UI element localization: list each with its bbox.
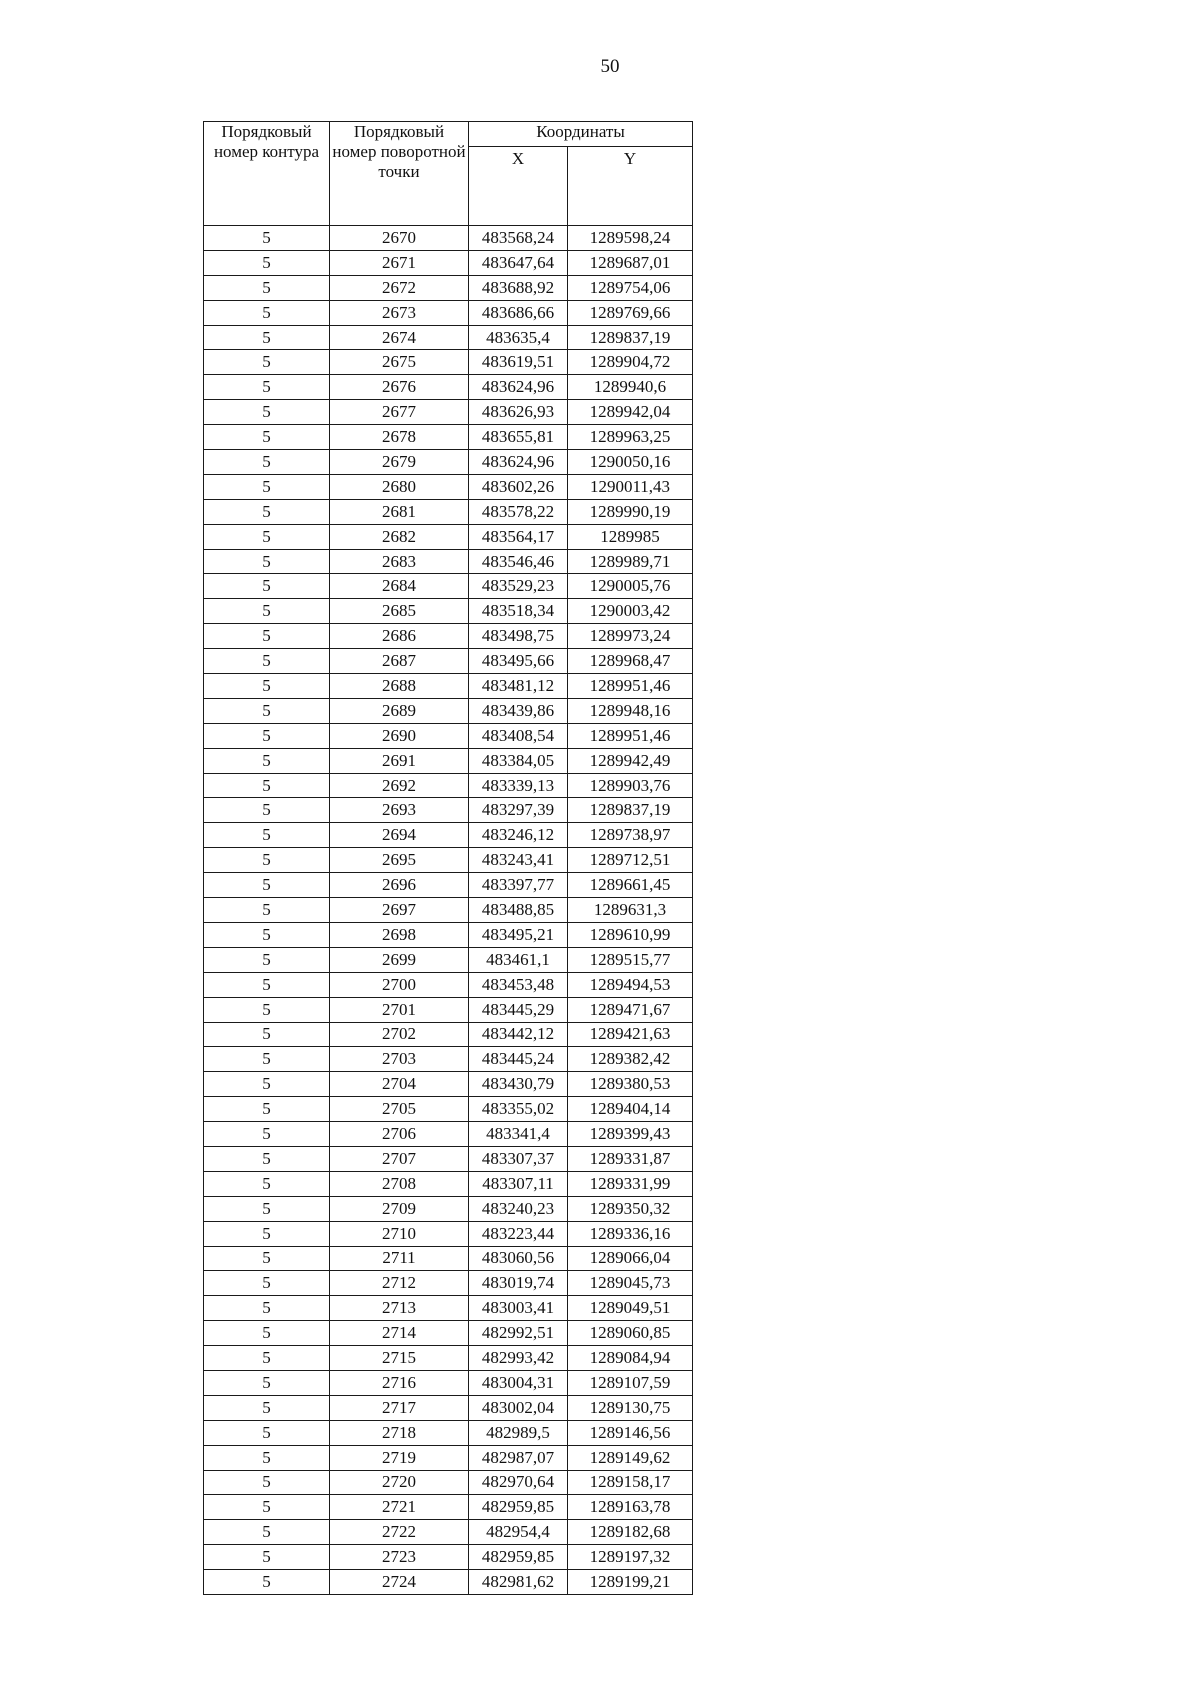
- cell-y: 1289182,68: [568, 1520, 693, 1545]
- cell-point-number: 2706: [330, 1122, 469, 1147]
- cell-y: 1289712,51: [568, 848, 693, 873]
- cell-contour-number: 5: [204, 1570, 330, 1595]
- cell-contour-number: 5: [204, 1196, 330, 1221]
- cell-x: 483624,96: [469, 375, 568, 400]
- table-row: [204, 1570, 693, 1595]
- cell-y: 1289146,56: [568, 1420, 693, 1445]
- cell-contour-number: 5: [204, 375, 330, 400]
- cell-y: 1289404,14: [568, 1097, 693, 1122]
- cell-y: 1289985: [568, 524, 693, 549]
- cell-x: 483445,24: [469, 1047, 568, 1072]
- header-coordinates: Координаты: [469, 122, 693, 147]
- cell-contour-number: 5: [204, 425, 330, 450]
- cell-y: 1289951,46: [568, 723, 693, 748]
- cell-contour-number: 5: [204, 1520, 330, 1545]
- cell-contour-number: 5: [204, 1271, 330, 1296]
- table-row: [204, 1545, 693, 1570]
- cell-y: 1289494,53: [568, 972, 693, 997]
- cell-y: 1289903,76: [568, 773, 693, 798]
- cell-contour-number: 5: [204, 1072, 330, 1097]
- cell-contour-number: 5: [204, 1495, 330, 1520]
- cell-y: 1289163,78: [568, 1495, 693, 1520]
- table-row: [204, 773, 693, 798]
- cell-contour-number: 5: [204, 748, 330, 773]
- cell-point-number: 2685: [330, 599, 469, 624]
- cell-x: 483307,11: [469, 1171, 568, 1196]
- table-row: [204, 723, 693, 748]
- cell-contour-number: 5: [204, 1246, 330, 1271]
- table-row: [204, 1470, 693, 1495]
- table-row: [204, 549, 693, 574]
- cell-x: 483339,13: [469, 773, 568, 798]
- table-row: [204, 947, 693, 972]
- cell-contour-number: 5: [204, 1420, 330, 1445]
- table-row: [204, 1246, 693, 1271]
- cell-point-number: 2675: [330, 350, 469, 375]
- table-row: [204, 649, 693, 674]
- cell-point-number: 2717: [330, 1395, 469, 1420]
- table-row: [204, 375, 693, 400]
- cell-x: 483488,85: [469, 898, 568, 923]
- table-row: [204, 1395, 693, 1420]
- cell-y: 1290005,76: [568, 574, 693, 599]
- cell-contour-number: 5: [204, 325, 330, 350]
- cell-point-number: 2692: [330, 773, 469, 798]
- table-row: [204, 1022, 693, 1047]
- cell-x: 483223,44: [469, 1221, 568, 1246]
- table-row: [204, 972, 693, 997]
- table-row: [204, 1445, 693, 1470]
- table-row: [204, 300, 693, 325]
- coordinates-table: [203, 121, 693, 1595]
- cell-point-number: 2715: [330, 1346, 469, 1371]
- cell-contour-number: 5: [204, 1346, 330, 1371]
- cell-point-number: 2683: [330, 549, 469, 574]
- table-row: [204, 1495, 693, 1520]
- cell-point-number: 2708: [330, 1171, 469, 1196]
- cell-y: 1289158,17: [568, 1470, 693, 1495]
- cell-y: 1290050,16: [568, 450, 693, 475]
- table-row: [204, 1221, 693, 1246]
- cell-contour-number: 5: [204, 798, 330, 823]
- cell-y: 1289631,3: [568, 898, 693, 923]
- cell-x: 482981,62: [469, 1570, 568, 1595]
- table-row: [204, 873, 693, 898]
- cell-point-number: 2670: [330, 226, 469, 251]
- cell-point-number: 2718: [330, 1420, 469, 1445]
- table-row: [204, 1420, 693, 1445]
- cell-point-number: 2724: [330, 1570, 469, 1595]
- cell-x: 483647,64: [469, 250, 568, 275]
- cell-point-number: 2673: [330, 300, 469, 325]
- table-row: [204, 1146, 693, 1171]
- cell-y: 1289837,19: [568, 325, 693, 350]
- cell-point-number: 2701: [330, 997, 469, 1022]
- cell-y: 1289963,25: [568, 425, 693, 450]
- cell-y: 1289382,42: [568, 1047, 693, 1072]
- table-row: [204, 1296, 693, 1321]
- cell-y: 1289380,53: [568, 1072, 693, 1097]
- cell-point-number: 2689: [330, 698, 469, 723]
- cell-point-number: 2698: [330, 922, 469, 947]
- cell-x: 482989,5: [469, 1420, 568, 1445]
- cell-x: 483626,93: [469, 400, 568, 425]
- cell-point-number: 2694: [330, 823, 469, 848]
- cell-contour-number: 5: [204, 1171, 330, 1196]
- cell-y: 1289951,46: [568, 674, 693, 699]
- cell-contour-number: 5: [204, 649, 330, 674]
- cell-point-number: 2687: [330, 649, 469, 674]
- cell-x: 483243,41: [469, 848, 568, 873]
- table-body: [204, 226, 693, 1595]
- cell-point-number: 2682: [330, 524, 469, 549]
- cell-x: 482959,85: [469, 1545, 568, 1570]
- cell-point-number: 2678: [330, 425, 469, 450]
- cell-y: 1289989,71: [568, 549, 693, 574]
- cell-point-number: 2676: [330, 375, 469, 400]
- cell-point-number: 2723: [330, 1545, 469, 1570]
- cell-y: 1289199,21: [568, 1570, 693, 1595]
- cell-point-number: 2699: [330, 947, 469, 972]
- header-contour-number: Порядковый номер контура: [204, 122, 330, 226]
- cell-contour-number: 5: [204, 1047, 330, 1072]
- table-row: [204, 1271, 693, 1296]
- cell-y: 1289149,62: [568, 1445, 693, 1470]
- cell-point-number: 2707: [330, 1146, 469, 1171]
- cell-y: 1289990,19: [568, 499, 693, 524]
- cell-y: 1289107,59: [568, 1370, 693, 1395]
- cell-x: 483518,34: [469, 599, 568, 624]
- cell-contour-number: 5: [204, 574, 330, 599]
- cell-y: 1289049,51: [568, 1296, 693, 1321]
- cell-y: 1289084,94: [568, 1346, 693, 1371]
- cell-contour-number: 5: [204, 1321, 330, 1346]
- cell-point-number: 2680: [330, 474, 469, 499]
- table-row: [204, 1520, 693, 1545]
- cell-contour-number: 5: [204, 898, 330, 923]
- cell-y: 1290011,43: [568, 474, 693, 499]
- cell-y: 1289350,32: [568, 1196, 693, 1221]
- cell-x: 483019,74: [469, 1271, 568, 1296]
- cell-contour-number: 5: [204, 848, 330, 873]
- table-row: [204, 226, 693, 251]
- cell-y: 1289421,63: [568, 1022, 693, 1047]
- cell-contour-number: 5: [204, 1470, 330, 1495]
- cell-point-number: 2713: [330, 1296, 469, 1321]
- cell-contour-number: 5: [204, 972, 330, 997]
- cell-y: 1289948,16: [568, 698, 693, 723]
- header-point-number: Порядковый номер поворотной точки: [330, 122, 469, 226]
- cell-y: 1289837,19: [568, 798, 693, 823]
- cell-y: 1289754,06: [568, 275, 693, 300]
- table-row: [204, 674, 693, 699]
- header-x: X: [469, 147, 568, 226]
- cell-y: 1289610,99: [568, 922, 693, 947]
- cell-contour-number: 5: [204, 524, 330, 549]
- cell-contour-number: 5: [204, 1395, 330, 1420]
- cell-point-number: 2696: [330, 873, 469, 898]
- cell-x: 483564,17: [469, 524, 568, 549]
- cell-point-number: 2677: [330, 400, 469, 425]
- cell-point-number: 2704: [330, 1072, 469, 1097]
- table-row: [204, 474, 693, 499]
- table-row: [204, 624, 693, 649]
- cell-y: 1289973,24: [568, 624, 693, 649]
- cell-x: 482992,51: [469, 1321, 568, 1346]
- table-row: [204, 250, 693, 275]
- cell-contour-number: 5: [204, 350, 330, 375]
- cell-contour-number: 5: [204, 674, 330, 699]
- cell-x: 483498,75: [469, 624, 568, 649]
- cell-contour-number: 5: [204, 1445, 330, 1470]
- cell-point-number: 2702: [330, 1022, 469, 1047]
- cell-x: 483240,23: [469, 1196, 568, 1221]
- table-row: [204, 848, 693, 873]
- cell-y: 1290003,42: [568, 599, 693, 624]
- cell-y: 1289399,43: [568, 1122, 693, 1147]
- table-row: [204, 1122, 693, 1147]
- cell-point-number: 2672: [330, 275, 469, 300]
- cell-contour-number: 5: [204, 1545, 330, 1570]
- table-row: [204, 1346, 693, 1371]
- table-row: [204, 1072, 693, 1097]
- table-row: [204, 425, 693, 450]
- cell-y: 1289066,04: [568, 1246, 693, 1271]
- cell-contour-number: 5: [204, 1097, 330, 1122]
- cell-x: 483635,4: [469, 325, 568, 350]
- cell-contour-number: 5: [204, 947, 330, 972]
- cell-point-number: 2674: [330, 325, 469, 350]
- cell-x: 483004,31: [469, 1370, 568, 1395]
- cell-x: 483495,66: [469, 649, 568, 674]
- cell-x: 483602,26: [469, 474, 568, 499]
- cell-contour-number: 5: [204, 1221, 330, 1246]
- cell-contour-number: 5: [204, 474, 330, 499]
- cell-contour-number: 5: [204, 450, 330, 475]
- table-row: [204, 748, 693, 773]
- cell-contour-number: 5: [204, 400, 330, 425]
- cell-y: 1289687,01: [568, 250, 693, 275]
- cell-x: 483445,29: [469, 997, 568, 1022]
- cell-y: 1289060,85: [568, 1321, 693, 1346]
- table-row: [204, 574, 693, 599]
- cell-contour-number: 5: [204, 226, 330, 251]
- cell-x: 482959,85: [469, 1495, 568, 1520]
- cell-x: 483461,1: [469, 947, 568, 972]
- cell-x: 482993,42: [469, 1346, 568, 1371]
- cell-x: 483619,51: [469, 350, 568, 375]
- cell-x: 483397,77: [469, 873, 568, 898]
- cell-contour-number: 5: [204, 997, 330, 1022]
- cell-point-number: 2693: [330, 798, 469, 823]
- table-row: [204, 275, 693, 300]
- cell-y: 1289515,77: [568, 947, 693, 972]
- header-y: Y: [568, 147, 693, 226]
- cell-x: 483686,66: [469, 300, 568, 325]
- cell-y: 1289331,99: [568, 1171, 693, 1196]
- cell-contour-number: 5: [204, 1146, 330, 1171]
- cell-point-number: 2690: [330, 723, 469, 748]
- table-header: [204, 122, 693, 226]
- cell-contour-number: 5: [204, 499, 330, 524]
- table-row: [204, 350, 693, 375]
- table-row: [204, 450, 693, 475]
- cell-contour-number: 5: [204, 873, 330, 898]
- cell-contour-number: 5: [204, 922, 330, 947]
- cell-y: 1289738,97: [568, 823, 693, 848]
- cell-y: 1289197,32: [568, 1545, 693, 1570]
- cell-x: 483341,4: [469, 1122, 568, 1147]
- cell-x: 483688,92: [469, 275, 568, 300]
- cell-x: 483624,96: [469, 450, 568, 475]
- cell-y: 1289968,47: [568, 649, 693, 674]
- cell-y: 1289045,73: [568, 1271, 693, 1296]
- cell-x: 482987,07: [469, 1445, 568, 1470]
- table-row: [204, 1097, 693, 1122]
- table-row: [204, 1196, 693, 1221]
- cell-point-number: 2686: [330, 624, 469, 649]
- table-row: [204, 922, 693, 947]
- cell-point-number: 2721: [330, 1495, 469, 1520]
- cell-point-number: 2716: [330, 1370, 469, 1395]
- cell-x: 483355,02: [469, 1097, 568, 1122]
- cell-y: 1289661,45: [568, 873, 693, 898]
- cell-x: 483307,37: [469, 1146, 568, 1171]
- cell-point-number: 2709: [330, 1196, 469, 1221]
- table-row: [204, 823, 693, 848]
- cell-point-number: 2711: [330, 1246, 469, 1271]
- cell-point-number: 2691: [330, 748, 469, 773]
- cell-point-number: 2688: [330, 674, 469, 699]
- cell-x: 483297,39: [469, 798, 568, 823]
- cell-x: 482970,64: [469, 1470, 568, 1495]
- cell-point-number: 2722: [330, 1520, 469, 1545]
- cell-y: 1289336,16: [568, 1221, 693, 1246]
- cell-y: 1289331,87: [568, 1146, 693, 1171]
- table-row: [204, 698, 693, 723]
- cell-y: 1289942,04: [568, 400, 693, 425]
- cell-y: 1289598,24: [568, 226, 693, 251]
- table-row: [204, 1047, 693, 1072]
- table-row: [204, 400, 693, 425]
- cell-x: 483060,56: [469, 1246, 568, 1271]
- cell-y: 1289769,66: [568, 300, 693, 325]
- cell-contour-number: 5: [204, 250, 330, 275]
- cell-point-number: 2697: [330, 898, 469, 923]
- cell-point-number: 2681: [330, 499, 469, 524]
- cell-x: 483408,54: [469, 723, 568, 748]
- cell-contour-number: 5: [204, 1296, 330, 1321]
- cell-point-number: 2710: [330, 1221, 469, 1246]
- page-number: 50: [600, 56, 620, 77]
- cell-contour-number: 5: [204, 1022, 330, 1047]
- cell-x: 483495,21: [469, 922, 568, 947]
- cell-point-number: 2684: [330, 574, 469, 599]
- cell-point-number: 2695: [330, 848, 469, 873]
- cell-x: 483481,12: [469, 674, 568, 699]
- cell-x: 483430,79: [469, 1072, 568, 1097]
- table-row: [204, 798, 693, 823]
- table-row: [204, 1321, 693, 1346]
- cell-point-number: 2714: [330, 1321, 469, 1346]
- cell-x: 483002,04: [469, 1395, 568, 1420]
- cell-contour-number: 5: [204, 549, 330, 574]
- cell-x: 483439,86: [469, 698, 568, 723]
- table-row: [204, 1171, 693, 1196]
- cell-point-number: 2719: [330, 1445, 469, 1470]
- table-row: [204, 599, 693, 624]
- table-row: [204, 524, 693, 549]
- cell-contour-number: 5: [204, 773, 330, 798]
- cell-point-number: 2679: [330, 450, 469, 475]
- cell-y: 1289940,6: [568, 375, 693, 400]
- table-row: [204, 997, 693, 1022]
- cell-x: 483384,05: [469, 748, 568, 773]
- cell-x: 483453,48: [469, 972, 568, 997]
- cell-point-number: 2720: [330, 1470, 469, 1495]
- cell-contour-number: 5: [204, 275, 330, 300]
- cell-contour-number: 5: [204, 599, 330, 624]
- cell-x: 483578,22: [469, 499, 568, 524]
- table-row: [204, 325, 693, 350]
- cell-x: 483442,12: [469, 1022, 568, 1047]
- table-row: [204, 898, 693, 923]
- cell-x: 483568,24: [469, 226, 568, 251]
- cell-point-number: 2712: [330, 1271, 469, 1296]
- cell-y: 1289904,72: [568, 350, 693, 375]
- table-row: [204, 499, 693, 524]
- cell-point-number: 2705: [330, 1097, 469, 1122]
- cell-contour-number: 5: [204, 1370, 330, 1395]
- cell-x: 483003,41: [469, 1296, 568, 1321]
- cell-x: 483246,12: [469, 823, 568, 848]
- cell-point-number: 2703: [330, 1047, 469, 1072]
- cell-contour-number: 5: [204, 624, 330, 649]
- table-row: [204, 1370, 693, 1395]
- cell-y: 1289942,49: [568, 748, 693, 773]
- cell-x: 483546,46: [469, 549, 568, 574]
- cell-x: 483529,23: [469, 574, 568, 599]
- cell-x: 483655,81: [469, 425, 568, 450]
- cell-y: 1289130,75: [568, 1395, 693, 1420]
- cell-contour-number: 5: [204, 1122, 330, 1147]
- cell-contour-number: 5: [204, 698, 330, 723]
- cell-point-number: 2671: [330, 250, 469, 275]
- cell-contour-number: 5: [204, 300, 330, 325]
- cell-contour-number: 5: [204, 823, 330, 848]
- cell-y: 1289471,67: [568, 997, 693, 1022]
- cell-x: 482954,4: [469, 1520, 568, 1545]
- cell-contour-number: 5: [204, 723, 330, 748]
- cell-point-number: 2700: [330, 972, 469, 997]
